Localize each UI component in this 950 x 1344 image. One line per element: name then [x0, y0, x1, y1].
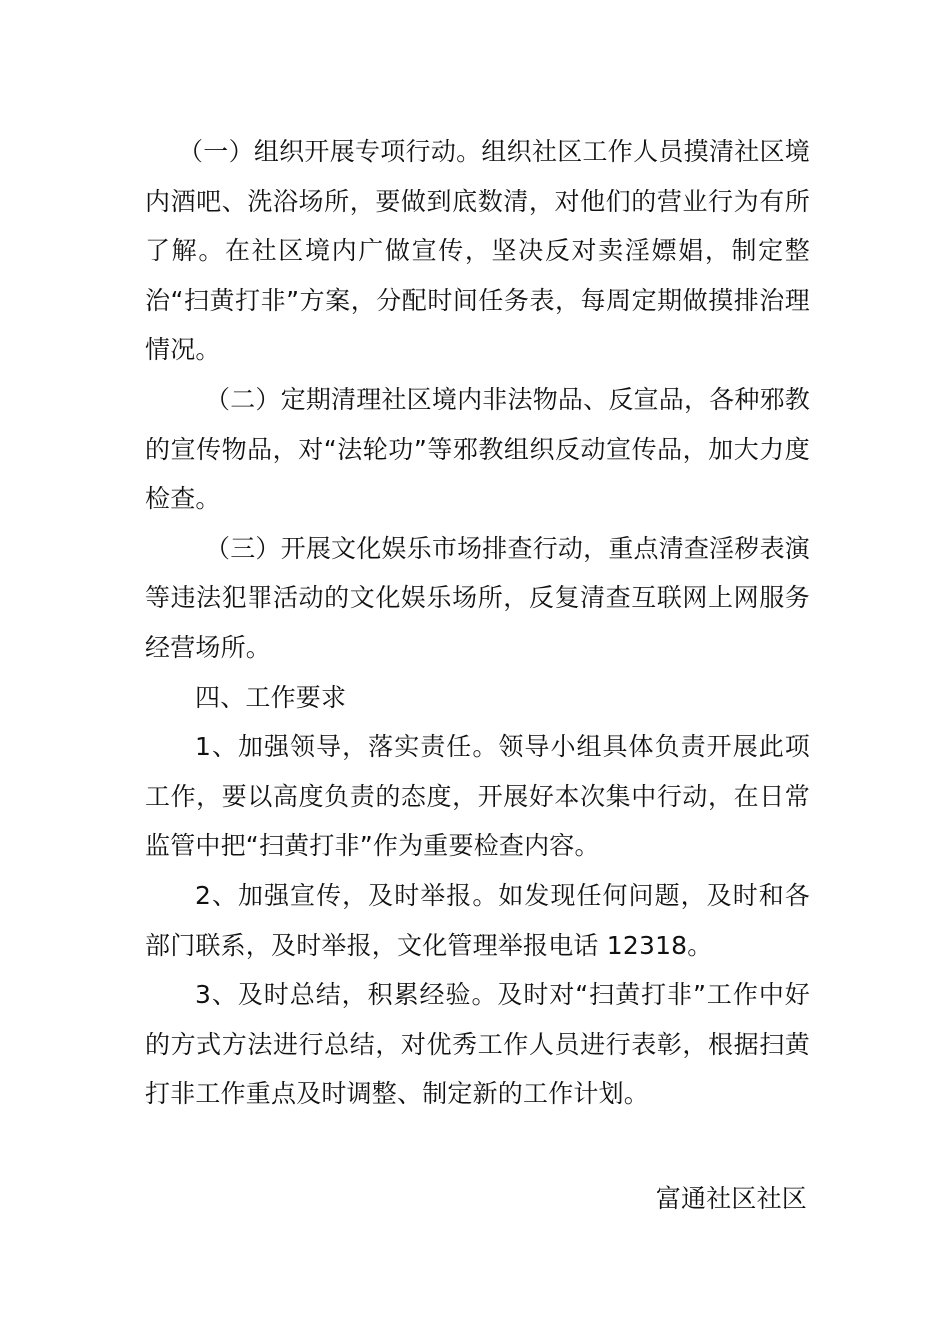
document-body — [145, 127, 810, 1119]
paragraph-action-two: （二）定期清理社区境内非法物品、反宣品，各种邪教的宣传物品，对“法轮功”等邪教组织反动宣传品，加大力度检查。 — [145, 384, 810, 514]
paragraph-requirement-three: 3、及时总结，积累经验。及时对“扫黄打非”工作中好的方式方法进行总结，对优秀工作人员进行表彰，根据扫黄打非工作重点及时调整、制定新的工作计划。 — [145, 980, 810, 1109]
paragraph-action-three: （三）开展文化娱乐市场排查行动，重点清查淫秽表演等违法犯罪活动的文化娱乐场所，反复清查互联网上网服务经营场所。 — [145, 533, 810, 662]
signature-line: 富通社区社区 — [655, 1184, 807, 1213]
paragraph-requirement-two: 2、加强宣传，及时举报。如发现任何问题，及时和各部门联系，及时举报，文化管理举报电话 12318。 — [145, 880, 810, 960]
paragraph-requirement-one: 1、加强领导，落实责任。领导小组具体负责开展此项工作，要以高度负责的态度，开展好本次集中行动，在日常监管中把“扫黄打非”作为重要检查内容。 — [145, 732, 810, 861]
section-heading-work-requirements: 四、工作要求 — [195, 682, 347, 712]
paragraph-action-one: （一）组织开展专项行动。组织社区工作人员摸清社区境内酒吧、洗浴场所，要做到底数清，对他们的营业行为有所了解。在社区境内广做宣传，坚决反对卖淫嫖娼，制定整治“扫黄打非”方案，分配时间任务表，每周定期做摸排治理情况。 — [145, 137, 810, 365]
